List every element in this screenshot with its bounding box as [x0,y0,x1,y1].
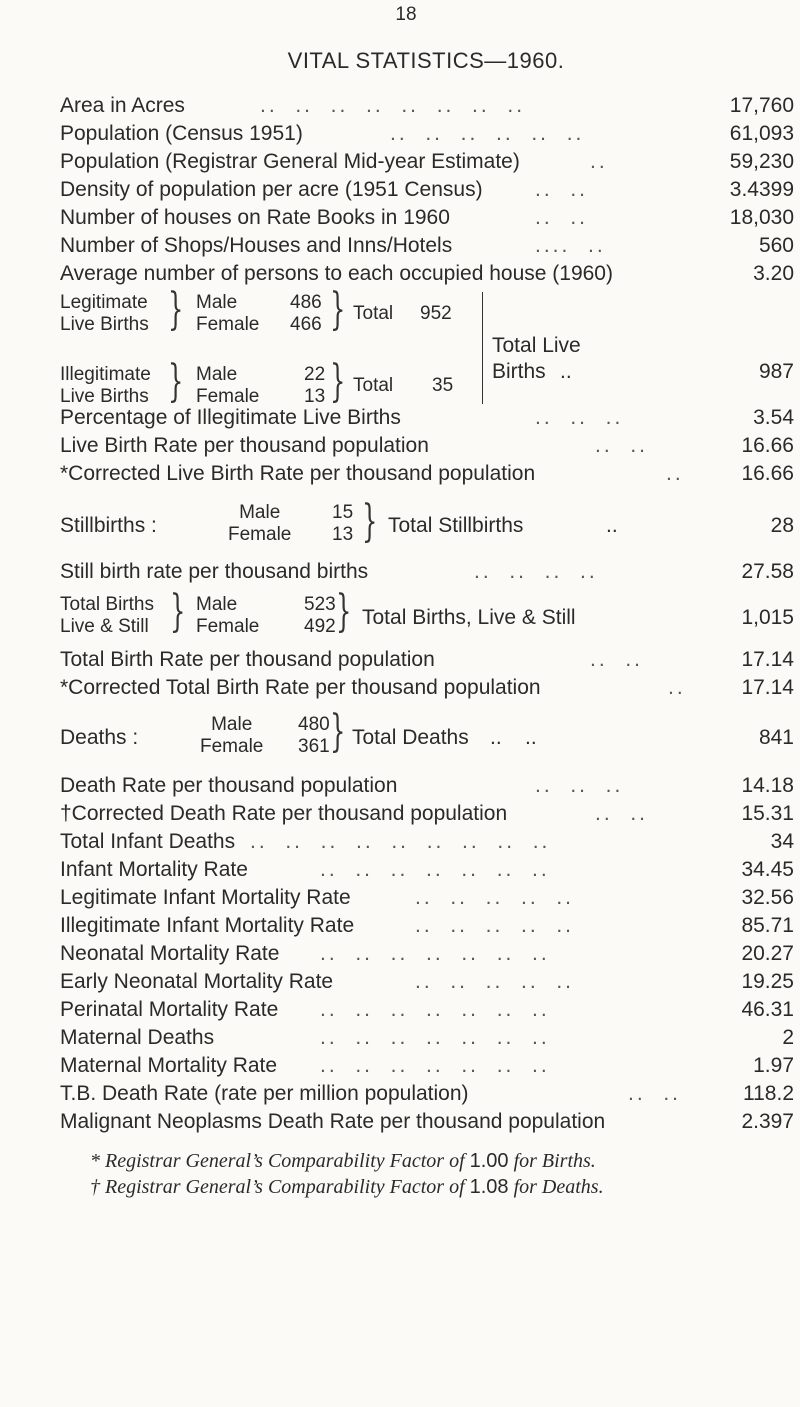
total-live-births: 987 [758,360,794,383]
stat-value: 17.14 [741,676,794,699]
stat-row [60,912,794,940]
stat-row [60,120,794,148]
leader-dots: .. [590,150,608,173]
leader-dots: .. .. .. .. .. .. .. [320,1054,550,1077]
leader-dots: .. .. .. .. .. .. [390,122,585,145]
stillbirths-label: Stillbirths : [60,514,157,537]
stat-row [60,232,794,260]
brace-right: } [362,496,378,547]
stat-label: †Corrected Death Rate per thousand population [60,802,508,825]
deaths-total-label: Total Deaths [352,726,469,749]
stillbirths-total-label: Total Stillbirths [388,514,524,537]
stat-row [60,148,794,176]
stat-row [60,828,794,856]
legitimate-label: Legitimate Live Births [60,292,149,335]
stat-value: 14.18 [741,774,794,797]
legitimate-counts: 486 466 [290,292,322,335]
total-live-label-2: Births [492,360,546,383]
page-title: VITAL STATISTICS—1960. [287,48,565,73]
stat-value: 20.27 [741,942,794,965]
leader-dots: .. .. .. .. .. .. .. [320,942,550,965]
leader-dots: .. .. .. .. .. .. .. .. [260,94,526,117]
illegitimate-total-label: Total [353,375,394,396]
leader-dots: .. [606,514,618,537]
illegitimate-total: 35 [432,375,454,396]
leader-dots: .. .. .. [535,406,624,429]
footnote-deaths: † Registrar General’s Comparability Factor of 1.08 for Deaths. [90,1176,604,1198]
stat-row [60,1108,794,1136]
stat-row [60,800,794,828]
stat-value: 15.31 [741,802,794,825]
stat-value: 32.56 [741,886,794,909]
stat-value: 3.20 [753,262,794,285]
total-births-sex: Male Female [196,594,260,637]
stat-label: Total Birth Rate per thousand population [60,648,435,671]
stat-value: 34.45 [741,858,794,881]
stat-label: Number of houses on Rate Books in 1960 [60,206,450,229]
stat-value: 1.97 [753,1054,794,1077]
brace-right: } [330,284,346,335]
stat-value: 3.4399 [729,178,794,201]
leader-dots: .. [666,462,684,485]
legitimate-sex: Male Female [196,292,260,335]
stat-value: 85.71 [741,914,794,937]
stat-row [60,460,794,488]
stat-label: Average number of persons to each occupied house (1960) [60,262,613,285]
bracket-line [482,292,483,404]
stat-label: Total Infant Deaths [60,830,236,853]
stat-value: 17,760 [729,94,794,117]
stat-label: Population (Registrar General Mid-year Estimate) [60,150,520,173]
brace-right: } [170,586,186,637]
stat-row [60,432,794,460]
stat-label: T.B. Death Rate (rate per million population) [60,1082,469,1105]
stat-label: Death Rate per thousand population [60,774,398,797]
stat-label: Perinatal Mortality Rate [60,998,279,1021]
stat-label: Density of population per acre (1951 Census) [60,178,483,201]
leader-dots: .. .. .. .. .. [415,886,575,909]
total-births-total-label: Total Births, Live & Still [362,606,576,629]
stat-label: Number of Shops/Houses and Inns/Hotels [60,234,453,257]
stat-row [60,856,794,884]
stillbirths-counts: 15 13 [332,502,354,545]
stat-label: Still birth rate per thousand births [60,560,369,583]
stat-label: Maternal Mortality Rate [60,1054,278,1077]
leader-dots: .. .. .. .. .. .. .. .. .. [250,830,551,853]
brace-right: } [336,586,352,637]
deaths-counts: 480 361 [298,714,330,757]
stat-row [60,996,794,1024]
stat-value: 27.58 [741,560,794,583]
deaths-sex: Male Female [200,714,264,757]
leader-dots: .. .. .. .. .. [415,970,575,993]
deaths-total: 841 [758,726,794,749]
leader-dots: .. .. .. .. .. .. .. [320,1026,550,1049]
total-births-label: Total Births Live & Still [60,594,154,637]
deaths-label: Deaths : [60,726,139,749]
stat-value: 560 [758,234,794,257]
stat-label: Maternal Deaths [60,1026,215,1049]
stat-row [60,884,794,912]
illegitimate-sex: Male Female [196,364,260,407]
stat-row [60,1052,794,1080]
leader-dots: .. .. [590,648,644,671]
legitimate-total-label: Total [353,303,394,324]
page-number: 18 [395,4,417,25]
stat-row [60,204,794,232]
stat-value: 59,230 [729,150,794,173]
stillbirths-total: 28 [770,514,794,537]
stat-row [60,404,794,432]
stat-label: *Corrected Total Birth Rate per thousand population [60,676,541,699]
stillbirths-sex: Male Female [228,502,292,545]
stat-value: 19.25 [741,970,794,993]
leader-dots: .. .. .. [535,774,624,797]
total-births-total: 1,015 [741,606,794,629]
total-births-counts: 523 492 [304,594,336,637]
stat-row [60,558,794,586]
brace-right: } [168,356,184,407]
stat-row [60,1024,794,1052]
stat-label: Legitimate Infant Mortality Rate [60,886,351,909]
legitimate-total: 952 [420,303,452,324]
leader-dots: .. [560,360,572,383]
leader-dots: .. [668,676,686,699]
stat-value: 18,030 [729,206,794,229]
stat-value: 16.66 [741,462,794,485]
stat-label: Malignant Neoplasms Death Rate per thousand population [60,1110,606,1133]
leader-dots: .. .. [628,1082,682,1105]
stat-label: *Corrected Live Birth Rate per thousand population [60,462,536,485]
leader-dots: .. .. [535,178,589,201]
stat-value: 3.54 [753,406,794,429]
leader-dots: .. .. [595,802,649,825]
stat-label: Live Birth Rate per thousand population [60,434,429,457]
brace-right: } [168,284,184,335]
illegitimate-label: Illegitimate Live Births [60,364,151,407]
stat-label: Early Neonatal Mortality Rate [60,970,334,993]
leader-dots: .. .. [490,726,537,749]
leader-dots: .. .. [595,434,649,457]
leader-dots: .. .. [535,206,589,229]
stat-value: 17.14 [741,648,794,671]
leader-dots: .... .. [535,234,606,257]
stat-label: Neonatal Mortality Rate [60,942,280,965]
stat-value: 2.397 [741,1110,794,1133]
stat-row [60,1080,794,1108]
stat-value: 46.31 [741,998,794,1021]
stat-value: 34 [770,830,794,853]
stat-value: 118.2 [743,1082,794,1105]
stat-row [60,968,794,996]
stat-row [60,940,794,968]
illegitimate-counts: 22 13 [304,364,326,407]
leader-dots: .. .. .. .. .. .. .. [320,858,550,881]
leader-dots: .. .. .. .. [474,560,598,583]
stat-row [60,772,794,800]
stat-row [60,92,794,120]
stat-label: Infant Mortality Rate [60,858,248,881]
stat-row [60,646,794,674]
footnote-births: * Registrar General’s Comparability Factor of 1.00 for Births. [90,1150,596,1172]
stat-row [60,176,794,204]
stat-label: Percentage of Illegitimate Live Births [60,406,401,429]
stat-value: 61,093 [729,122,794,145]
stat-label: Area in Acres [60,94,185,117]
stat-label: Population (Census 1951) [60,122,303,145]
total-live-label-1: Total Live [492,334,581,357]
brace-right: } [330,356,346,407]
stat-row [60,674,794,702]
stat-value: 16.66 [741,434,794,457]
brace-right: } [330,706,346,757]
stat-label: Illegitimate Infant Mortality Rate [60,914,355,937]
leader-dots: .. .. .. .. .. [415,914,575,937]
stat-value: 2 [782,1026,794,1049]
leader-dots: .. .. .. .. .. .. .. [320,998,550,1021]
